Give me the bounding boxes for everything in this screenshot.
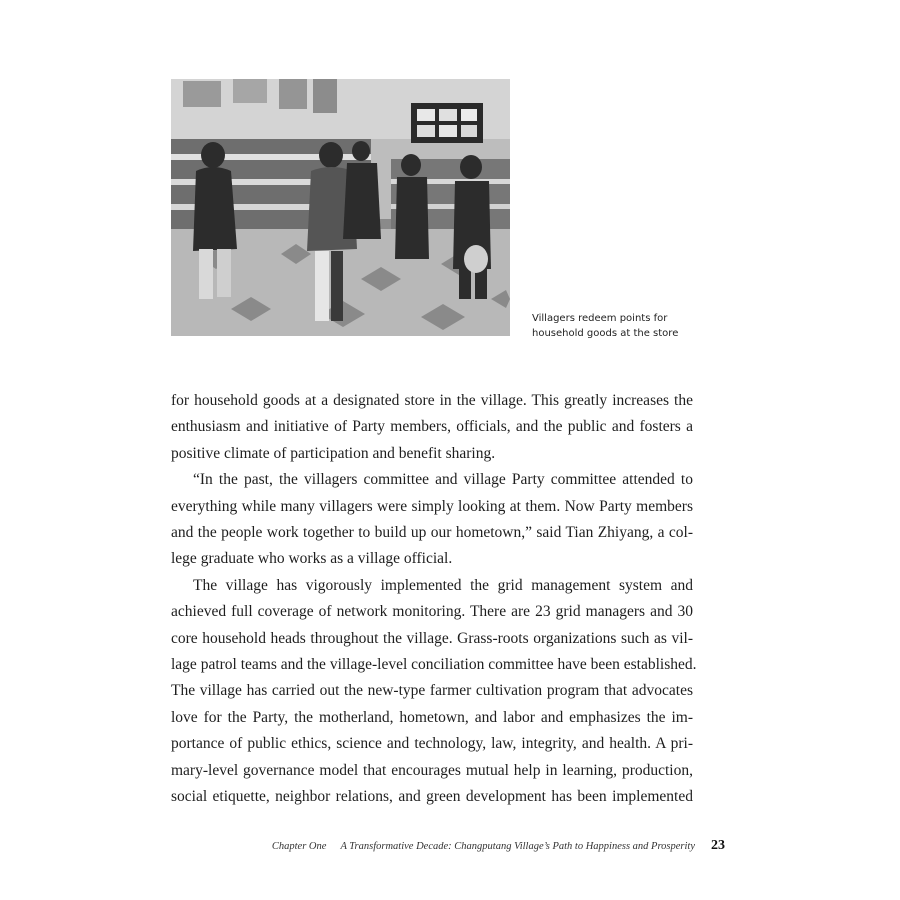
text-line: “In the past, the villagers committee and village Party committee attended to: [193, 471, 693, 489]
paragraph-2: [171, 467, 693, 573]
text-line: everything while many villagers were simply looking at them. Now Party members: [171, 497, 693, 515]
footer-title: A Transformative Decade: Changputang Village’s Path to Happiness and Prosperity: [340, 841, 695, 852]
text-line: core household heads throughout the village. Grass-roots organizations such as vil-: [171, 629, 693, 647]
text-line: lege graduate who works as a village official.: [171, 550, 453, 568]
text-line: and the people work together to build up our hometown,” said Tian Zhiyang, a col-: [171, 524, 693, 542]
caption-line: Villagers redeem points for: [532, 313, 668, 324]
caption-line: household goods at the store: [532, 328, 679, 339]
text-line: The village has carried out the new-type farmer cultivation program that advocates: [171, 682, 693, 700]
footer-chapter: Chapter One: [271, 841, 327, 852]
page-number: 23: [711, 838, 725, 853]
text-line: love for the Party, the motherland, hometown, and labor and emphasizes the im-: [171, 708, 693, 726]
page-footer: [200, 836, 725, 854]
text-line: mary-level governance model that encourages mutual help in learning, production,: [171, 761, 693, 779]
text-line: achieved full coverage of network monitoring. There are 23 grid managers and 30: [171, 603, 693, 621]
text-line: for household goods at a designated store in the village. This greatly increases the: [171, 392, 693, 409]
text-line: social etiquette, neighbor relations, and green development has been implemented: [171, 788, 693, 806]
store-photo: [171, 79, 510, 336]
text-line: The village has vigorously implemented the grid management system and: [193, 576, 693, 594]
body-text: [171, 388, 697, 811]
text-line: enthusiasm and initiative of Party members, officials, and the public and fosters a: [171, 418, 693, 436]
text-line: portance of public ethics, science and technology, law, integrity, and health. A pri-: [171, 735, 693, 753]
figure-caption: [532, 311, 712, 341]
text-line: lage patrol teams and the village-level conciliation committee have been established.: [171, 656, 697, 674]
paragraph-1: [171, 388, 693, 467]
paragraph-3: [171, 573, 697, 811]
text-line: positive climate of participation and benefit sharing.: [171, 444, 496, 462]
